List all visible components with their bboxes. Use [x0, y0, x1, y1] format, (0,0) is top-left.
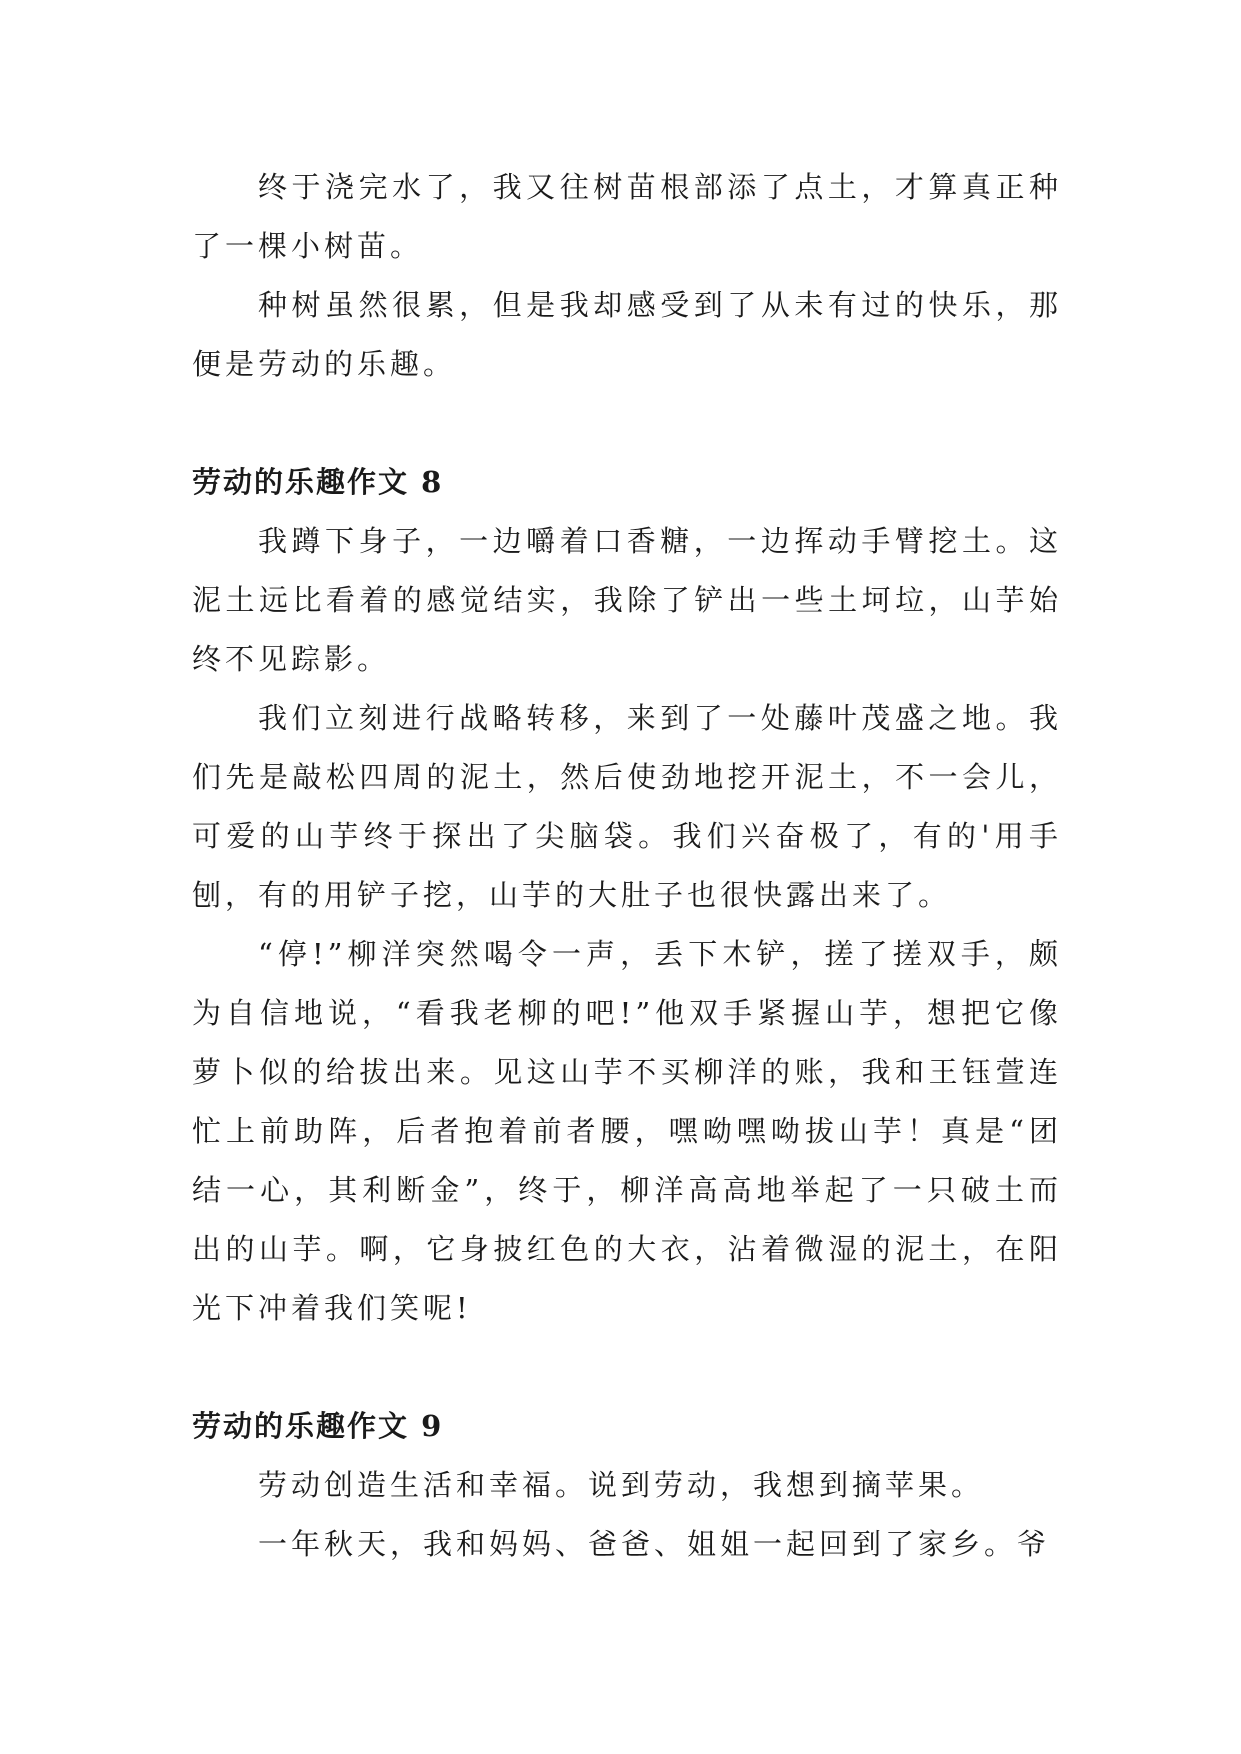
section-gap [192, 1338, 1062, 1397]
paragraph: 一年秋天，我和妈妈、爸爸、姐姐一起回到了家乡。爷 [258, 1527, 1051, 1561]
paragraph: “停!”柳洋突然喝令一声，丢下木铲，搓了搓双手，颇为自信地说，“看我老柳的吧!”他双手紧握山芋，想把它像萝卜似的给拔出来。见这山芋不买柳洋的账，我和王钰萱连忙上前助阵，后者抱着前者腰，嘿呦嘿呦拔山芋！真是“团结一心，其利断金”，终于，柳洋高高地举起了一只破土而出的山芋。啊，它身披红色的大衣，沾着微湿的泥土，在阳光下冲着我们笑呢! [192, 937, 1062, 1325]
document-body [192, 158, 1062, 1574]
paragraph: 终于浇完水了，我又往树苗根部添了点土，才算真正种了一棵小树苗。 [192, 170, 1062, 263]
paragraph: 我们立刻进行战略转移，来到了一处藤叶茂盛之地。我们先是敲松四周的泥土，然后使劲地挖开泥土，不一会儿，可爱的山芋终于探出了尖脑袋。我们兴奋极了，有的'用手刨，有的用铲子挖，山芋的大肚子也很快露出来了。 [192, 701, 1062, 912]
paragraph: 劳动创造生活和幸福。说到劳动，我想到摘苹果。 [258, 1468, 985, 1502]
section-heading: 劳动的乐趣作文 8 [192, 465, 444, 499]
section-heading: 劳动的乐趣作文 9 [192, 1409, 444, 1443]
section-gap [192, 394, 1062, 453]
paragraph: 我蹲下身子，一边嚼着口香糖，一边挥动手臂挖土。这泥土远比看着的感觉结实，我除了铲出一些土坷垃，山芋始终不见踪影。 [192, 524, 1062, 676]
paragraph: 种树虽然很累，但是我却感受到了从未有过的快乐，那便是劳动的乐趣。 [192, 288, 1062, 381]
